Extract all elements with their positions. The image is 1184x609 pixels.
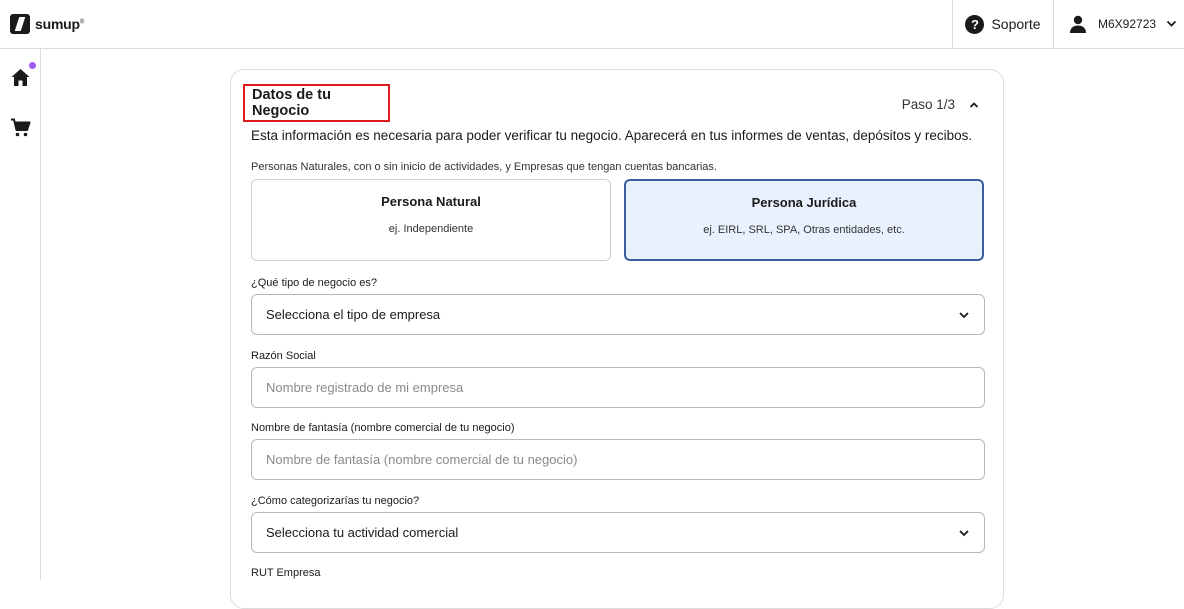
chevron-down-icon <box>958 528 970 538</box>
fantasy-name-label: Nombre de fantasía (nombre comercial de tu negocio) <box>251 422 515 434</box>
account-id: M6X92723 <box>1098 17 1157 31</box>
category-value: Selecciona tu actividad comercial <box>266 525 459 540</box>
step-indicator[interactable] <box>902 97 979 112</box>
user-icon <box>1068 14 1088 34</box>
support-label: Soporte <box>991 16 1041 32</box>
fantasy-name-input[interactable] <box>251 439 985 480</box>
chevron-down-icon <box>1166 20 1177 28</box>
razon-social-placeholder: Nombre registrado de mi empresa <box>266 380 464 395</box>
business-type-value: Selecciona el tipo de empresa <box>266 307 441 322</box>
persons-note: Personas Naturales, con o sin inicio de actividades, y Empresas que tengan cuentas bancarias. <box>251 161 717 173</box>
fantasy-name-placeholder: Nombre de fantasía (nombre comercial de tu negocio) <box>266 452 578 467</box>
support-button[interactable] <box>952 0 1054 48</box>
intro-text: Esta información es necesaria para poder verificar tu negocio. Aparecerá en tus informes de ventas, depósitos y recibos. <box>251 128 973 143</box>
persona-natural-title: Persona Natural <box>381 194 481 209</box>
logo-text: sumup <box>35 16 80 32</box>
cart-icon[interactable] <box>10 117 31 138</box>
category-label: ¿Cómo categorizarías tu negocio? <box>251 495 420 507</box>
persona-juridica-option[interactable] <box>624 179 984 261</box>
top-bar <box>0 0 1184 49</box>
razon-social-label: Razón Social <box>251 350 316 362</box>
sumup-logo[interactable]: sumup® <box>10 14 84 34</box>
persona-natural-subtitle: ej. Independiente <box>388 223 474 235</box>
persona-juridica-subtitle: ej. EIRL, SRL, SPA, Otras entidades, etc. <box>703 224 905 236</box>
help-icon: ? <box>965 15 984 34</box>
chevron-up-icon[interactable] <box>969 100 979 110</box>
business-type-label: ¿Qué tipo de negocio es? <box>251 277 377 289</box>
sumup-logo-icon <box>10 14 30 34</box>
notification-dot <box>29 62 36 69</box>
home-icon[interactable] <box>10 67 31 88</box>
razon-social-input[interactable] <box>251 367 985 408</box>
step-label: Paso 1/3 <box>901 97 955 112</box>
chevron-down-icon <box>958 310 970 320</box>
business-data-card <box>230 69 1004 609</box>
account-menu[interactable] <box>1068 0 1177 48</box>
persona-natural-option[interactable] <box>251 179 611 261</box>
sidebar <box>0 49 41 580</box>
card-title: Datos de tu Negocio <box>243 84 390 122</box>
category-select[interactable] <box>251 512 985 553</box>
business-type-select[interactable] <box>251 294 985 335</box>
persona-juridica-title: Persona Jurídica <box>751 195 857 210</box>
rut-label: RUT Empresa <box>251 567 321 579</box>
